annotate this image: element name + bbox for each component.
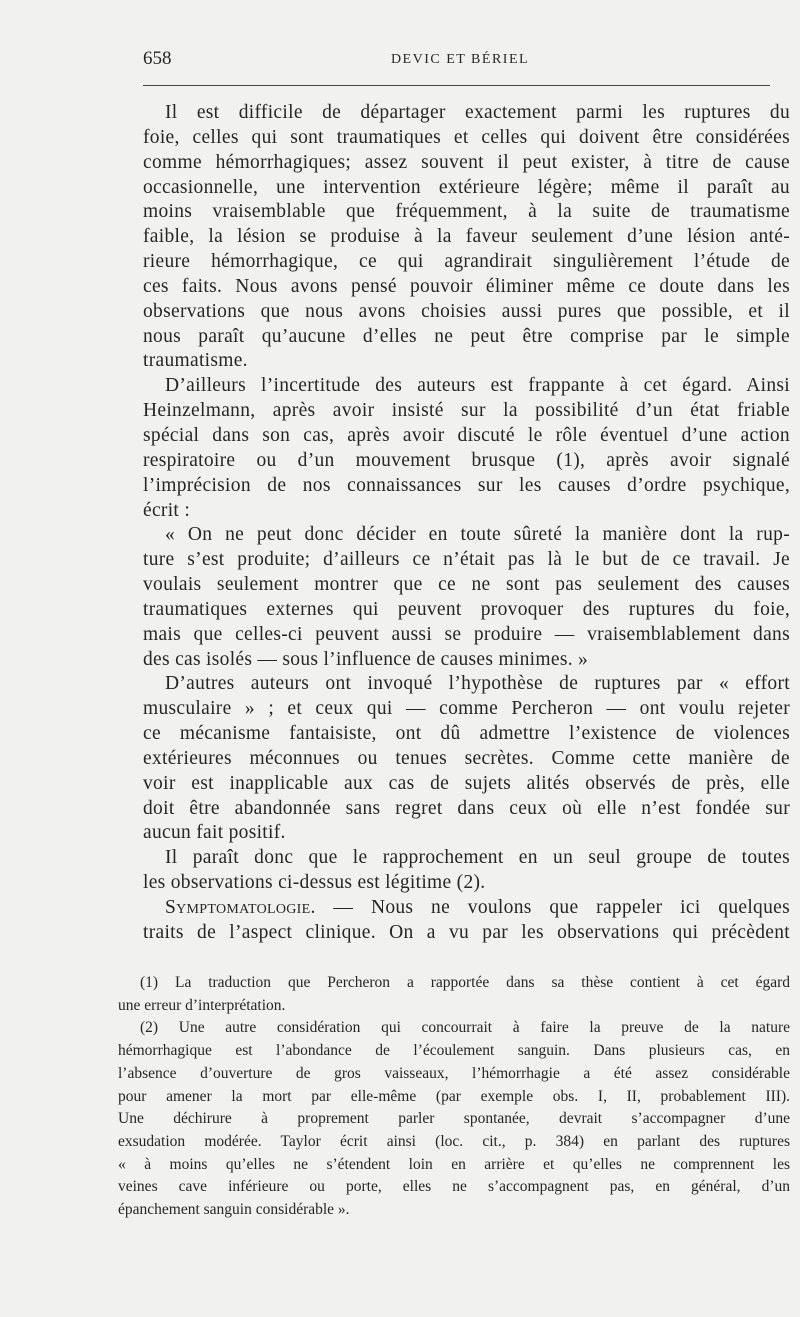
line-text: traumatisme.: [143, 350, 248, 372]
text-line: [143, 325, 790, 350]
text-line: [143, 126, 790, 151]
section-heading: Symptomatologie.: [165, 897, 316, 918]
paragraph: [143, 523, 790, 672]
text-line: [118, 1086, 790, 1109]
text-line: [143, 499, 790, 524]
text-line: [143, 250, 790, 275]
text-line: [143, 101, 790, 126]
text-line: [143, 374, 790, 399]
text-line: [143, 747, 790, 772]
line-text: (1) La traduction que Percheron a rapportée dans sa thèse contient à cet égard: [140, 974, 790, 991]
text-line: [143, 225, 790, 250]
line-text: Il est difficile de départager exactement parmi les ruptures du: [165, 102, 790, 123]
text-line: [143, 275, 790, 300]
text-line: [143, 846, 790, 871]
line-text: écrit :: [143, 499, 191, 521]
text-line: [143, 598, 790, 623]
text-line: [143, 474, 790, 499]
text-line: [143, 772, 790, 797]
line-text: Il paraît donc que le rapprochement en un seul groupe de toutes: [165, 847, 790, 869]
line-text: ce mécanisme fantaisiste, ont dû admettre l’existence de violences: [143, 723, 790, 745]
text-line: [143, 648, 790, 673]
running-head: DEVIC ET BÉRIEL: [390, 52, 530, 67]
paragraph: [143, 374, 790, 523]
line-text: moins vraisemblable que fréquemment, à la suite de traumatisme: [143, 201, 790, 223]
line-text: Heinzelmann, après avoir insisté sur la possibilité d’un état friable: [143, 400, 790, 422]
text-line: [118, 1131, 790, 1154]
line-text: traumatiques externes qui peuvent provoquer des ruptures du foie,: [143, 598, 790, 620]
line-text: l’imprécision de nos connaissances sur les causes d’ordre psychique,: [143, 474, 790, 496]
line-text: extérieures méconnues ou tenues secrètes. Comme cette manière de: [143, 747, 790, 769]
text-line: [143, 871, 790, 896]
text-line: [143, 797, 790, 822]
text-line: [143, 573, 790, 598]
line-text: occasionnelle, une intervention extérieure légère; même il paraît au: [143, 176, 790, 198]
paragraph: [143, 846, 790, 896]
text-line: [143, 300, 790, 325]
text-line: [118, 1154, 790, 1177]
text-line: [143, 349, 790, 374]
footnote: [118, 1017, 790, 1221]
line-text: voir est inapplicable aux cas de sujets alités observés de près, elle: [143, 772, 790, 794]
line-text: aucun fait positif.: [143, 822, 286, 844]
line-text: pour amener la mort par elle-même (par exemple obs. I, II, probablement III).: [118, 1087, 790, 1105]
text-line: [143, 523, 790, 548]
line-text: doit être abandonnée sans regret dans ceux où elle n’est fondée sur: [143, 797, 790, 819]
text-line: [118, 1063, 790, 1086]
line-text: (2) Une autre considération qui concourrait à faire la preuve de la nature: [140, 1019, 790, 1037]
text-line: [143, 449, 790, 474]
paragraph: [143, 672, 790, 846]
text-line: [143, 722, 790, 747]
footnote: [118, 972, 790, 1017]
text-line: [143, 548, 790, 573]
line-text: comme hémorrhagiques; assez souvent il peut exister, à titre de cause: [143, 151, 790, 173]
line-text: « On ne peut donc décider en toute sûreté la manière dont la rup-: [165, 524, 790, 546]
text-line: [118, 1199, 790, 1222]
line-text: D’autres auteurs ont invoqué l’hypothèse de ruptures par « effort: [165, 673, 790, 695]
line-text: — Nous ne voulons que rappeler ici quelques: [315, 897, 790, 918]
line-text: observations que nous avons choisies aussi pures que possible, et il: [143, 300, 790, 322]
line-text: mais que celles-ci peuvent aussi se produire — vraisemblablement dans: [143, 623, 790, 645]
line-text: rieure hémorrhagique, ce qui agrandirait singulièrement l’étude de: [143, 251, 790, 273]
footnotes: [118, 972, 790, 1222]
line-text: épanchement sanguin considérable ».: [118, 1201, 350, 1219]
line-text: D’ailleurs l’incertitude des auteurs est frappante à cet égard. Ainsi: [165, 375, 790, 397]
text-line: [143, 151, 790, 176]
text-line: [118, 1040, 790, 1063]
line-text: ture s’est produite; d’ailleurs ce n’était pas là le but de ce travail. Je: [143, 549, 790, 571]
line-text: des cas isolés — sous l’influence de causes minimes. »: [143, 648, 589, 670]
header-rule: [143, 85, 770, 86]
line-text: faible, la lésion se produise à la faveur seulement d’une lésion anté-: [143, 226, 790, 248]
line-text: musculaire » ; et ceux qui — comme Percheron — ont voulu rejeter: [143, 698, 790, 720]
text-line: [143, 896, 790, 921]
line-text: une erreur d’interprétation.: [118, 996, 286, 1014]
line-text: spécial dans son cas, après avoir discuté le rôle éventuel d’une action: [143, 424, 790, 446]
line-text: « à moins qu’elles ne s’étendent loin en arrière et qu’elles ne comprennent les: [118, 1155, 790, 1173]
text-line: [143, 672, 790, 697]
text-line: [143, 399, 790, 424]
line-text: veines cave inférieure ou porte, elles ne s’accompagnent pas, en général, d’un: [118, 1178, 790, 1196]
paragraph: [143, 101, 790, 374]
line-text: Une déchirure à proprement parler spontanée, devrait s’accompagner d’une: [118, 1110, 790, 1128]
text-line: [118, 972, 790, 995]
text-line: [118, 995, 790, 1018]
line-text: hémorrhagique est l’abondance de l’écoulement sanguin. Dans plusieurs cas, en: [118, 1042, 790, 1060]
line-text: respiratoire ou d’un mouvement brusque (1), après avoir signalé: [143, 449, 790, 471]
text-line: [118, 1108, 790, 1131]
line-text: ces faits. Nous avons pensé pouvoir éliminer même ce doute dans les: [143, 275, 790, 297]
line-text: nous paraît qu’aucune d’elles ne peut être comprise par le simple: [143, 325, 790, 347]
text-line: [118, 1017, 790, 1040]
line-text: foie, celles qui sont traumatiques et celles qui doivent être considérées: [143, 126, 790, 148]
page-number: 658: [143, 48, 172, 69]
text-line: [143, 921, 790, 946]
text-line: [143, 176, 790, 201]
line-text: voulais seulement montrer que ce ne sont pas seulement des causes: [143, 574, 790, 596]
text-line: [143, 623, 790, 648]
text-line: [143, 424, 790, 449]
text-line: [143, 200, 790, 225]
text-line: [143, 821, 790, 846]
line-text: traits de l’aspect clinique. On a vu par les observations qui précèdent: [143, 921, 790, 943]
text-line: [118, 1176, 790, 1199]
line-text: exsudation modérée. Taylor écrit ainsi (loc. cit., p. 384) en parlant des ruptures: [118, 1132, 790, 1150]
paragraph: [143, 896, 790, 946]
body-text: [143, 101, 790, 946]
line-text: l’absence d’ouverture de gros vaisseaux, l’hémorrhagie a été assez considérable: [118, 1064, 790, 1082]
line-text: les observations ci-dessus est légitime (2).: [143, 872, 486, 894]
text-line: [143, 697, 790, 722]
